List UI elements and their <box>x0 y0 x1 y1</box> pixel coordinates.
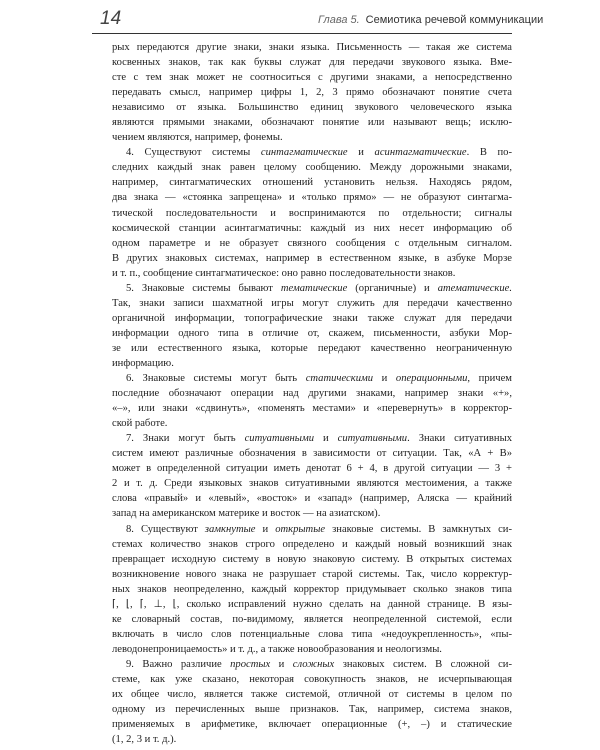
text-line <box>112 386 512 401</box>
text-run: информации одного типа в отличие от, скажем, письменности, азбуки Мор- <box>112 327 512 339</box>
text-run: рых передаются другие знаки, знаки языка. Письменность — такая же система <box>112 42 512 53</box>
text-run: чением являются, например, фонемы. <box>112 132 283 144</box>
text-run: информацию. <box>112 357 174 369</box>
header-rule <box>92 33 512 34</box>
text-line <box>112 70 512 85</box>
italic-term: статическими <box>305 373 374 385</box>
text-run: слова «правый» и «левый», «восток» и «запад» (например, Аляска — крайний <box>112 493 512 505</box>
italic-term: тематические <box>280 282 348 294</box>
text-line <box>112 160 512 175</box>
text-line <box>112 296 512 311</box>
text-run: 5. Знаковые системы бывают <box>126 282 281 294</box>
italic-term: простых <box>230 658 271 670</box>
text-line <box>112 55 512 70</box>
italic-term: синтагматические <box>260 147 348 159</box>
text-line <box>112 311 512 326</box>
text-run: тической последовательности и воспринимаются по отдельности; сигналы <box>112 207 512 219</box>
text-line <box>112 221 512 236</box>
text-run: знаковые системы. В замкнутых си- <box>325 523 512 535</box>
text-run: косвенных знаков, так как буквы служат для передачи звукового языка. Вме- <box>112 57 512 69</box>
italic-term: асинтагматические <box>374 147 467 159</box>
text-line <box>112 190 512 205</box>
text-line <box>112 100 512 115</box>
text-line <box>112 732 512 747</box>
text-line <box>112 657 512 672</box>
text-run: 2 и т. д. Среди языковых знаков ситуативными являются местоимения, а также <box>112 478 512 490</box>
text-run: сте с тем знак может не соотноситься с другими знаками, а непосредственно <box>112 72 512 84</box>
text-line <box>112 627 512 642</box>
text-run: . Знаки ситуативных <box>407 433 512 445</box>
text-line <box>112 371 512 386</box>
text-run: два знака — «стоянка запрещена» и «только прямо» — не образуют синтагма- <box>112 192 512 204</box>
text-line <box>112 672 512 687</box>
italic-term: атематические. <box>437 282 512 294</box>
text-line <box>112 612 512 627</box>
text-run: знаковых систем. В сложной си- <box>334 658 512 670</box>
text-line <box>112 236 512 251</box>
page-number: 14 <box>100 8 122 29</box>
text-run: ⌈, ⌊, ⌈, ⊥, ⌊, сколько исправлений нужно сделать на данной странице. В язы- <box>112 598 512 610</box>
text-line <box>112 642 512 657</box>
text-run: передавать смысл, например цифры 1, 2, 3 прямо обозначают понятие счета <box>112 87 512 99</box>
chapter-label: Глава 5. <box>318 14 360 26</box>
text-run: следних каждый знак равен целому сообщению. Между дорожными знаками, <box>112 162 512 174</box>
text-run: стеме, как уже сказано, некоторая совокупность знаков, не исчерпывающая <box>112 673 512 685</box>
text-run: органичной информации, топографические знаки также служат для передачи <box>112 312 512 324</box>
text-run: одном параметре и не образует связного сообщения с отдельным сигналом. <box>112 237 512 249</box>
text-run: леводонепроницаемость» и т. д., а также новообразования и неологизмы. <box>112 643 442 655</box>
text-run: . В по- <box>466 147 512 159</box>
text-run: независимо от языка. Большинство единиц звукового человеческого языка <box>112 102 512 114</box>
text-line <box>112 251 512 266</box>
text-line <box>112 266 512 281</box>
text-run: ных знаков неопределенно, каждый корректор придумывает сколько знаков типа <box>112 583 512 595</box>
text-line <box>112 416 512 431</box>
italic-term: сложных <box>292 658 335 670</box>
text-run: включать в число слов потенциальные слова типа «недоукрепленность», «пы- <box>112 628 512 640</box>
text-line <box>112 341 512 356</box>
text-run: например, синтагматических отношений установить нельзя. Находясь рядом, <box>112 177 512 189</box>
text-run: «–», или знаки «сдвинуть», «поменять местами» и «перевернуть» в корректор- <box>112 403 512 415</box>
text-run: может в определенной ситуации иметь денотат 6 + 4, в другой ситуации — 3 + <box>112 463 512 475</box>
text-line <box>112 40 512 55</box>
chapter-title: Семиотика речевой коммуникации <box>365 14 544 26</box>
text-line <box>112 206 512 221</box>
text-line <box>112 687 512 702</box>
text-line <box>112 115 512 130</box>
italic-term: операционными <box>395 373 468 385</box>
text-run: превращает исходную систему в новую знаковую систему. В открытых системах <box>112 553 512 565</box>
text-run: стемах количество знаков строго определено и каждый новый возникший знак <box>112 538 512 550</box>
text-run: систем имеют различные обозначения в зависимости от ситуации. Так, «А + В» <box>112 448 512 460</box>
text-line <box>112 597 512 612</box>
text-run: их общее число, является также системой, отличной от системы в целом по <box>112 689 512 701</box>
text-line <box>112 567 512 582</box>
text-run: 7. Знаки могут быть <box>126 433 245 445</box>
text-line <box>112 506 512 521</box>
text-line <box>112 356 512 371</box>
text-run: одному из перечисленных выше признаков. Так, например, система знаков, <box>112 704 512 716</box>
text-line <box>112 537 512 552</box>
text-run: являются прямыми знаками, обозначают понятие или называют вещь; исклю- <box>112 117 512 129</box>
text-line <box>112 476 512 491</box>
body-text <box>112 40 512 747</box>
text-line <box>112 702 512 717</box>
italic-term: замкнутые <box>204 523 256 535</box>
text-run: и т. п., сообщение синтагматическое: оно равно последовательности знаков. <box>112 267 456 279</box>
text-run: 6. Знаковые системы могут быть <box>126 373 306 385</box>
text-run: запад на американском материке и восток — на азиатском). <box>112 508 381 520</box>
text-run: ке словарный состав, по-видимому, является неопределенной системой, если <box>112 613 512 625</box>
text-run: и <box>255 523 276 535</box>
text-run: и <box>347 147 375 159</box>
text-run: и <box>270 658 293 670</box>
text-line <box>112 431 512 446</box>
text-run: возникновение нового знака не разрушает старой системы. Так, число корректур- <box>112 568 512 580</box>
text-run: и <box>373 373 396 385</box>
text-line <box>112 326 512 341</box>
text-run: 4. Существуют системы <box>126 147 261 159</box>
text-line <box>112 145 512 160</box>
text-line <box>112 85 512 100</box>
text-run: , причем <box>467 373 513 385</box>
text-line <box>112 401 512 416</box>
text-line <box>112 281 512 296</box>
text-line <box>112 461 512 476</box>
text-run: космической станции асинтагматичны: каждый из них несет информацию об <box>112 222 512 234</box>
text-line <box>112 130 512 145</box>
text-run: зе или естественного языка, которые передают качественно неограниченную <box>112 342 512 354</box>
italic-term: ситуативными <box>337 433 408 445</box>
text-run: Так, знаки записи шахматной игры могут служить для передачи качественно <box>112 297 512 309</box>
italic-term: открытые <box>275 523 326 535</box>
text-run: и <box>314 433 338 445</box>
text-run: 8. Существуют <box>126 523 205 535</box>
text-line <box>112 175 512 190</box>
text-line <box>112 446 512 461</box>
text-run: последние обозначают операции над другими знаками, например знаки «+», <box>112 388 512 400</box>
text-run: (1, 2, 3 и т. д.). <box>112 734 177 746</box>
text-line <box>112 552 512 567</box>
text-run: применяемых в арифметике, включает операционные (+, –) и статические <box>112 719 512 731</box>
text-line <box>112 717 512 732</box>
text-line <box>112 582 512 597</box>
page-header <box>0 0 600 40</box>
italic-term: ситуативными <box>244 433 315 445</box>
text-run: (органичные) и <box>347 282 438 294</box>
running-head <box>318 14 543 26</box>
text-line <box>112 522 512 537</box>
text-run: 9. Важно различие <box>126 658 231 670</box>
text-run: ской работе. <box>112 418 168 430</box>
text-run: В других знаковых системах, например в естественном языке, в азбуке Морзе <box>112 252 512 264</box>
text-line <box>112 491 512 506</box>
